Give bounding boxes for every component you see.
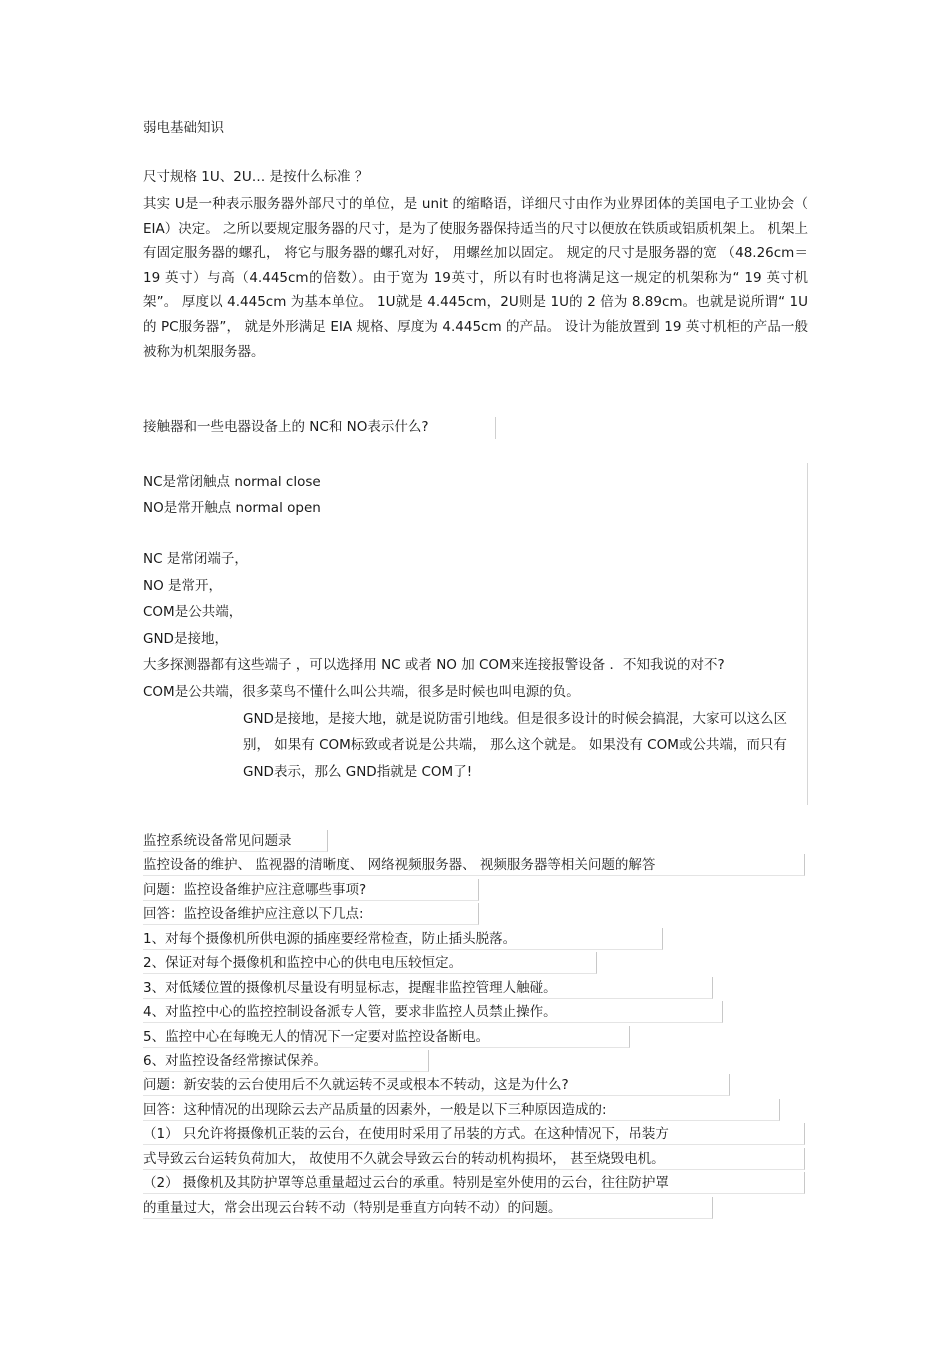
terminal-explanations	[143, 546, 803, 785]
terminal-item: NO 是常开，	[143, 577, 223, 594]
gnd-explanation: GND是接地，是接大地，就是说防雷引地线。但是很多设计的时候会搞混，大家可以这么区别， 如果有 COM标致或者说是公共端， 那么这个就是。 如果没有 COM或公共端，而只有 GND表示，那么 GND指就是 COM了!	[243, 710, 787, 780]
paragraph-rack-units: 其实 U是一种表示服务器外部尺寸的单位，是 unit 的缩略语，详细尺寸由作为业界团体的美国电子工业协会（ EIA）决定。 之所以要规定服务器的尺寸，是为了使服务器保持适当的尺寸以便放在铁质或铝质机架上。 机架上有固定服务器的螺孔， 将它与服务器的螺孔对好， 用螺丝加以固定。 规定的尺寸是服务器的宽 （48.26cm＝19 英寸）与高（4.445cm的倍数）。由于宽为 19英寸，所以有时也将满足这一规定的机架称为“ 19 英寸机架”。 厚度以 4.445cm 为基本单位。 1U就是 4.445cm，2U则是 1U的 2 倍为 8.89cm。也就是说所谓“ 1U的 PC服务器”， 就是外形满足 EIA 规格、厚度为 4.445cm 的产品。 设计为能放置到 19 英寸机柜的产品一般被称为机架服务器。	[143, 196, 808, 360]
definition-no: NO是常开触点 normal open	[143, 500, 321, 516]
terminal-item: GND是接地，	[143, 630, 228, 647]
document-title: 弱电基础知识	[143, 120, 224, 136]
table-row: 监控设备的维护、 监视器的清晰度、 网络视频服务器、 视频服务器等相关问题的解答	[143, 854, 805, 876]
section-heading-nc-no: 接触器和一些电器设备上的 NC和 NO表示什么?	[143, 419, 429, 435]
table-row: 3、对低矮位置的摄像机尽量设有明显标志，提醒非监控管理人触碰。	[143, 977, 713, 999]
table-row: 的重量过大，常会出现云台转不动（特别是垂直方向转不动）的问题。	[143, 1197, 713, 1219]
section-heading-monitoring: 监控系统设备常见问题录	[143, 830, 328, 852]
table-row: 1、对每个摄像机所供电源的插座要经常检查，防止插头脱落。	[143, 928, 663, 950]
table-row: 4、对监控中心的监控控制设备派专人管，要求非监控人员禁止操作。	[143, 1001, 723, 1023]
table-row: 问题：新安装的云台使用后不久就运转不灵或根本不转动，这是为什么?	[143, 1074, 730, 1096]
table-row: 问题：监控设备维护应注意哪些事项?	[143, 879, 479, 901]
table-row: （2） 摄像机及其防护罩等总重量超过云台的承重。特别是室外使用的云台，往往防护罩	[143, 1172, 805, 1194]
terminal-item: NC 是常闭端子，	[143, 551, 248, 567]
terminal-item: COM是公共端，	[143, 604, 243, 621]
terminal-item: COM是公共端，很多菜鸟不懂什么叫公共端，很多是时候也叫电源的负。	[143, 683, 580, 700]
table-row: 回答：这种情况的出现除云去产品质量的因素外，一般是以下三种原因造成的:	[143, 1099, 780, 1121]
definition-nc: NC是常闭触点 normal close	[143, 474, 321, 490]
nc-no-definitions	[143, 469, 321, 521]
table-row: （1） 只允许将摄像机正装的云台，在使用时采用了吊装的方式。在这种情况下，吊装方	[143, 1123, 805, 1145]
table-row: 6、对监控设备经常擦试保养。	[143, 1050, 429, 1072]
monitoring-section	[143, 830, 808, 1221]
table-row: 5、监控中心在每晚无人的情况下一定要对监控设备断电。	[143, 1026, 630, 1048]
terminal-item: 大多探测器都有这些端子 ，可以选择用 NC 或者 NO 加 COM来连接报警设备 ．不知我说的对不?	[143, 657, 725, 674]
table-row: 2、保证对每个摄像机和监控中心的供电电压较恒定。	[143, 952, 597, 974]
table-row: 回答：监控设备维护应注意以下几点:	[143, 903, 479, 925]
section-heading-rack-units: 尺寸规格 1U、2U… 是按什么标准 ？	[143, 169, 369, 185]
table-row: 式导致云台运转负荷加大， 故使用不久就会导致云台的转动机构损坏， 甚至烧毁电机。	[143, 1148, 805, 1170]
